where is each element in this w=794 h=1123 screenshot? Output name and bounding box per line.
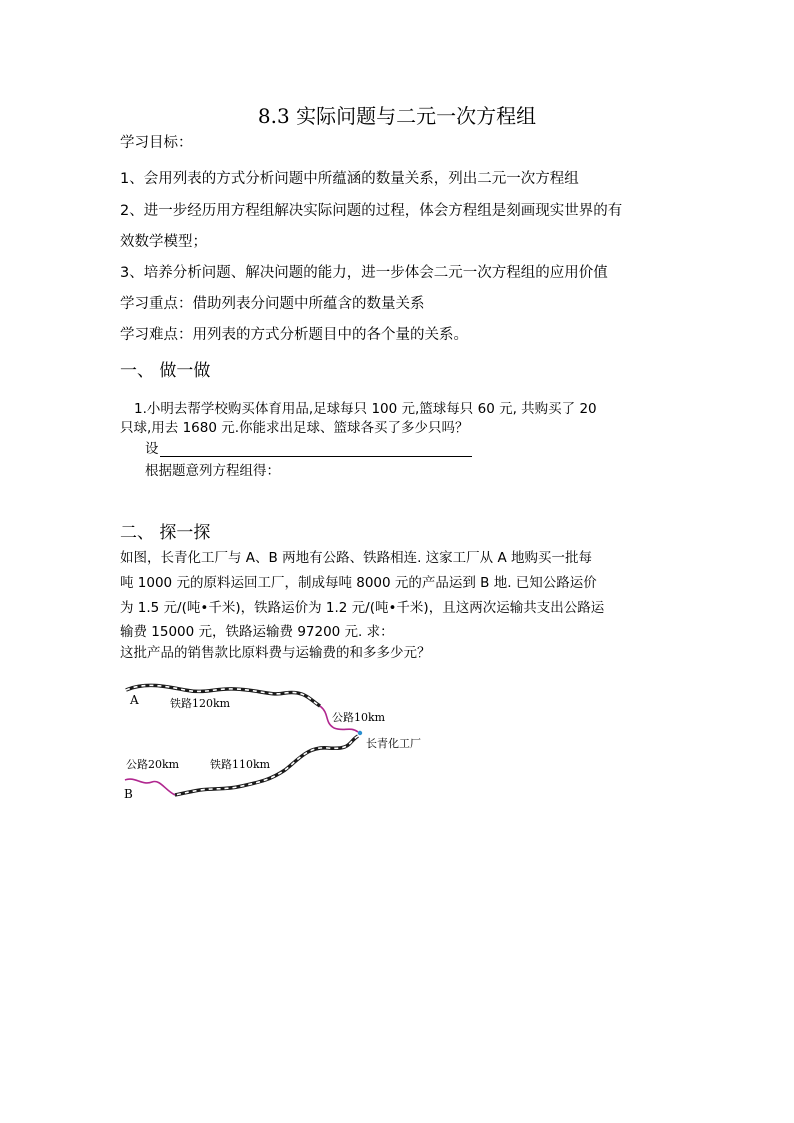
label-rail-bottom: 铁路110km — [210, 758, 271, 771]
label-factory: 长青化工厂 — [366, 737, 421, 750]
label-b: B — [124, 787, 133, 801]
objectives-heading: 学习目标： — [120, 135, 193, 151]
page-title: 8.3 实际问题与二元一次方程组 — [257, 104, 537, 128]
section2-heading: 二、 探一探 — [120, 523, 211, 543]
problem1-line2: 只球,用去 1680 元.你能求出足球、篮球各买了多少只吗？ — [120, 420, 469, 436]
problem2-line2: 吨 1000 元的原料运回工厂，制成每吨 8000 元的产品运到 B 地. 已知公路运价 — [120, 575, 597, 591]
route-map — [120, 676, 460, 806]
problem2-line1: 如图，长青化工厂与 A、B 两地有公路、铁路相连. 这家工厂从 A 地购买一批每 — [120, 550, 592, 566]
objective-2: 2、进一步经历用方程组解决实际问题的过程，体会方程组是刻画现实世界的有 — [120, 203, 623, 219]
label-road-top: 公路10km — [332, 711, 386, 724]
problem2-line4: 输费 15000 元，铁路运输费 97200 元. 求： — [120, 624, 394, 640]
problem1-line1: 1.小明去帮学校购买体育用品,足球每只 100 元,篮球每只 60 元, 共购买了 20 — [134, 401, 597, 417]
equation-label: 根据题意列方程组得： — [145, 463, 280, 479]
objective-2-cont: 效数学模型； — [120, 234, 207, 250]
factory-dot — [358, 731, 362, 735]
answer-blank — [160, 442, 472, 457]
problem2-line5: 这批产品的销售款比原料费与运输费的和多多少元？ — [120, 645, 431, 661]
label-rail-top: 铁路120km — [170, 697, 231, 710]
let-label: 设 — [145, 441, 159, 457]
objective-1: 1、会用列表的方式分析问题中所蕴涵的数量关系，列出二元一次方程组 — [120, 171, 579, 187]
label-a: A — [130, 693, 139, 707]
difficulty: 学习难点：用列表的方式分析题目中的各个量的关系。 — [120, 327, 468, 343]
problem2-line3: 为 1.5 元/(吨•千米)，铁路运价为 1.2 元/(吨•千米)，且这两次运输共支出公路运 — [120, 600, 605, 616]
objective-3: 3、培养分析问题、解决问题的能力，进一步体会二元一次方程组的应用价值 — [120, 265, 608, 281]
section1-heading: 一、 做一做 — [120, 361, 211, 381]
label-road-bottom: 公路20km — [126, 758, 180, 771]
key-point: 学习重点：借助列表分问题中所蕴含的数量关系 — [120, 296, 425, 312]
let-line — [145, 437, 472, 457]
